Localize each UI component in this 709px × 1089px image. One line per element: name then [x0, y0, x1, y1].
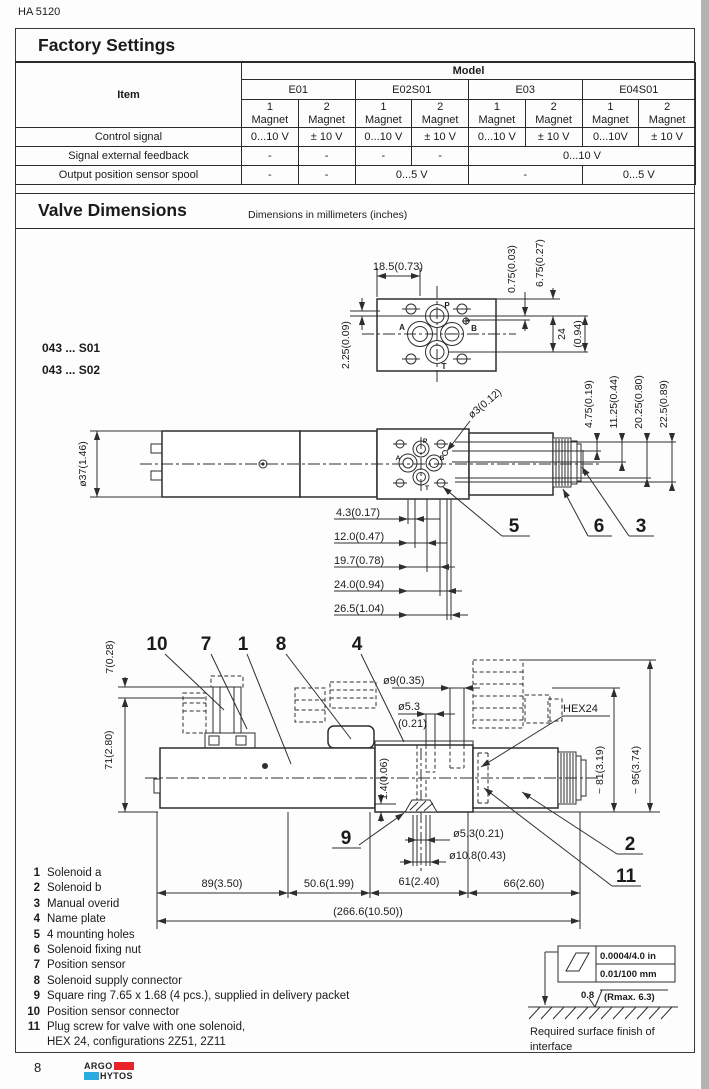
callout-6: 6 — [593, 516, 605, 537]
port-label-t: T — [425, 485, 429, 492]
dim-label: 24 — [556, 328, 568, 340]
legend-item: 7 Position sensor — [33, 959, 126, 972]
dim-label: ø10.8(0.43) — [449, 850, 506, 862]
dim-label: ~ 95(3.74) — [630, 745, 642, 795]
logo-blue-block-icon — [84, 1072, 99, 1080]
dim-label: ~ 81(3.19) — [594, 745, 606, 795]
factory-settings-header — [15, 28, 695, 62]
magnet-col: 1 Magnet — [469, 100, 526, 128]
dim-label: 22.5(0.89) — [658, 380, 670, 428]
dim-label: ø37(1.46) — [77, 441, 89, 487]
dim-label: (266.6(10.50)) — [333, 906, 403, 918]
parts-legend — [24, 866, 464, 1051]
port-label-p: P — [422, 438, 428, 445]
surface-finish-symbol — [528, 946, 678, 1052]
model-e03: E03 — [469, 80, 583, 100]
dim-label: ø5.3(0.21) — [453, 828, 504, 840]
legend-item: 10 Position sensor connector — [27, 1005, 180, 1018]
callout-2: 2 — [624, 834, 636, 855]
variant-label-s02: 043 ... S02 — [42, 363, 101, 377]
dim-label-hex24: HEX24 — [563, 703, 598, 715]
callout-7: 7 — [200, 634, 212, 655]
dim-label: (0.94) — [572, 320, 584, 348]
flatness-spec-in: 0.0004/4.0 in — [600, 951, 656, 962]
legend-item: 11 Plug screw for valve with one solenoid, — [27, 1021, 246, 1034]
dim-label: 20.25(0.80) — [633, 375, 645, 429]
dim-label: 4.3(0.17) — [336, 507, 381, 519]
surface-caption-2: interface — [530, 1041, 573, 1052]
dim-label: 26.5(1.04) — [334, 603, 385, 615]
port-label-p: P — [444, 301, 450, 310]
surface-caption-1: Required surface finish of — [530, 1026, 655, 1038]
dim-label: 71(2.80) — [103, 730, 115, 770]
port-label-b: B — [439, 455, 445, 462]
page-number: 8 — [34, 1060, 42, 1075]
magnet-col: 1 Magnet — [582, 100, 639, 128]
dim-label: 12.0(0.47) — [334, 531, 385, 543]
port-label-a: A — [399, 323, 405, 332]
legend-item: 6 Solenoid fixing nut — [33, 944, 141, 957]
model-e01: E01 — [242, 80, 356, 100]
dim-label: ø5.3 — [398, 701, 421, 713]
legend-item-continuation: HEX 24, configurations 2Z51, 2Z11 — [47, 1036, 226, 1049]
legend-item: 5 4 mounting holes — [33, 928, 135, 941]
dim-label: ø9(0.35) — [383, 675, 425, 687]
col-header-item: Item — [16, 63, 242, 128]
callout-10: 10 — [146, 634, 168, 655]
table-row: Output position sensor spool - - 0...5 V - 0...5 V — [16, 166, 696, 185]
logo-red-block-icon — [114, 1062, 134, 1070]
model-e02s01: E02S01 — [355, 80, 469, 100]
callout-5: 5 — [508, 516, 520, 537]
callout-8: 8 — [275, 634, 287, 655]
dim-label: 4.75(0.19) — [583, 380, 595, 428]
dim-label: 2.25(0.09) — [340, 321, 352, 369]
factory-settings-table — [15, 62, 696, 185]
dim-label: 19.7(0.78) — [334, 555, 385, 567]
port-face-view — [340, 239, 588, 384]
table-row: Signal external feedback - - - - 0...10 V — [16, 147, 696, 166]
legend-item: 4 Name plate — [33, 913, 106, 926]
legend-item: 8 Solenoid supply connector — [33, 974, 182, 987]
side-view — [77, 375, 676, 620]
valve-dimensions-header — [15, 193, 695, 229]
variant-label-s01: 043 ... S01 — [42, 341, 101, 355]
magnet-col: 2 Magnet — [639, 100, 696, 128]
dim-label: 11.25(0.44) — [608, 375, 620, 429]
port-label-b: B — [471, 324, 477, 333]
dim-label: 61(2.40) — [398, 876, 440, 888]
dim-label: 89(3.50) — [201, 878, 243, 890]
logo-text-hytos: HYTOS — [100, 1070, 133, 1081]
port-label-a: A — [395, 455, 401, 462]
legend-item: 3 Manual overid — [33, 897, 120, 910]
dim-label: 0.75(0.03) — [506, 245, 518, 293]
dim-label: 1.4(0.06) — [378, 757, 390, 801]
dim-label: 7(0.28) — [104, 640, 116, 674]
dim-label: ø3(0.12) — [466, 386, 505, 422]
callout-3: 3 — [635, 516, 647, 537]
page-edge-shadow — [701, 0, 709, 1089]
dim-label: (0.21) — [398, 718, 427, 730]
factory-settings-title: Factory Settings — [38, 35, 176, 55]
logo-text-argo: ARGO — [84, 1060, 113, 1071]
roughness-value: 0.8 — [581, 990, 595, 1001]
port-label-t: T — [441, 362, 447, 371]
dim-label: 24.0(0.94) — [334, 579, 385, 591]
valve-dimensions-title: Valve Dimensions — [38, 200, 187, 220]
callout-11: 11 — [615, 866, 637, 887]
magnet-col: 1 Magnet — [355, 100, 412, 128]
dim-label: 18.5(0.73) — [372, 261, 424, 273]
dim-label: 66(2.60) — [503, 878, 545, 890]
doc-code: HA 5120 — [18, 6, 61, 18]
magnet-col: 1 Magnet — [242, 100, 299, 128]
legend-item: 9 Square ring 7.65 x 1.68 (4 pcs.), supplied in delivery packet — [33, 990, 350, 1003]
table-row: Control signal 0...10 V ± 10 V 0...10 V ± 10 V 0...10 V ± 10 V 0...10V ± 10 V — [16, 128, 696, 147]
callout-1: 1 — [237, 634, 249, 655]
dim-label: 6.75(0.27) — [534, 239, 546, 287]
magnet-col: 2 Magnet — [412, 100, 469, 128]
model-e04s01: E04S01 — [582, 80, 696, 100]
dimensions-unit-note: Dimensions in millimeters (inches) — [248, 209, 408, 221]
magnet-col: 2 Magnet — [525, 100, 582, 128]
argo-hytos-logo — [84, 1061, 134, 1081]
callout-4: 4 — [351, 634, 363, 655]
legend-item: 1 Solenoid a — [33, 867, 102, 879]
dim-label: 50.6(1.99) — [303, 878, 355, 890]
rmax-value: (Rmax. 6.3) — [604, 992, 655, 1003]
flatness-spec-mm: 0.01/100 mm — [600, 969, 657, 980]
legend-item: 2 Solenoid b — [33, 882, 102, 895]
col-header-model: Model — [242, 63, 696, 80]
magnet-col: 2 Magnet — [298, 100, 355, 128]
callout-9: 9 — [340, 828, 352, 849]
